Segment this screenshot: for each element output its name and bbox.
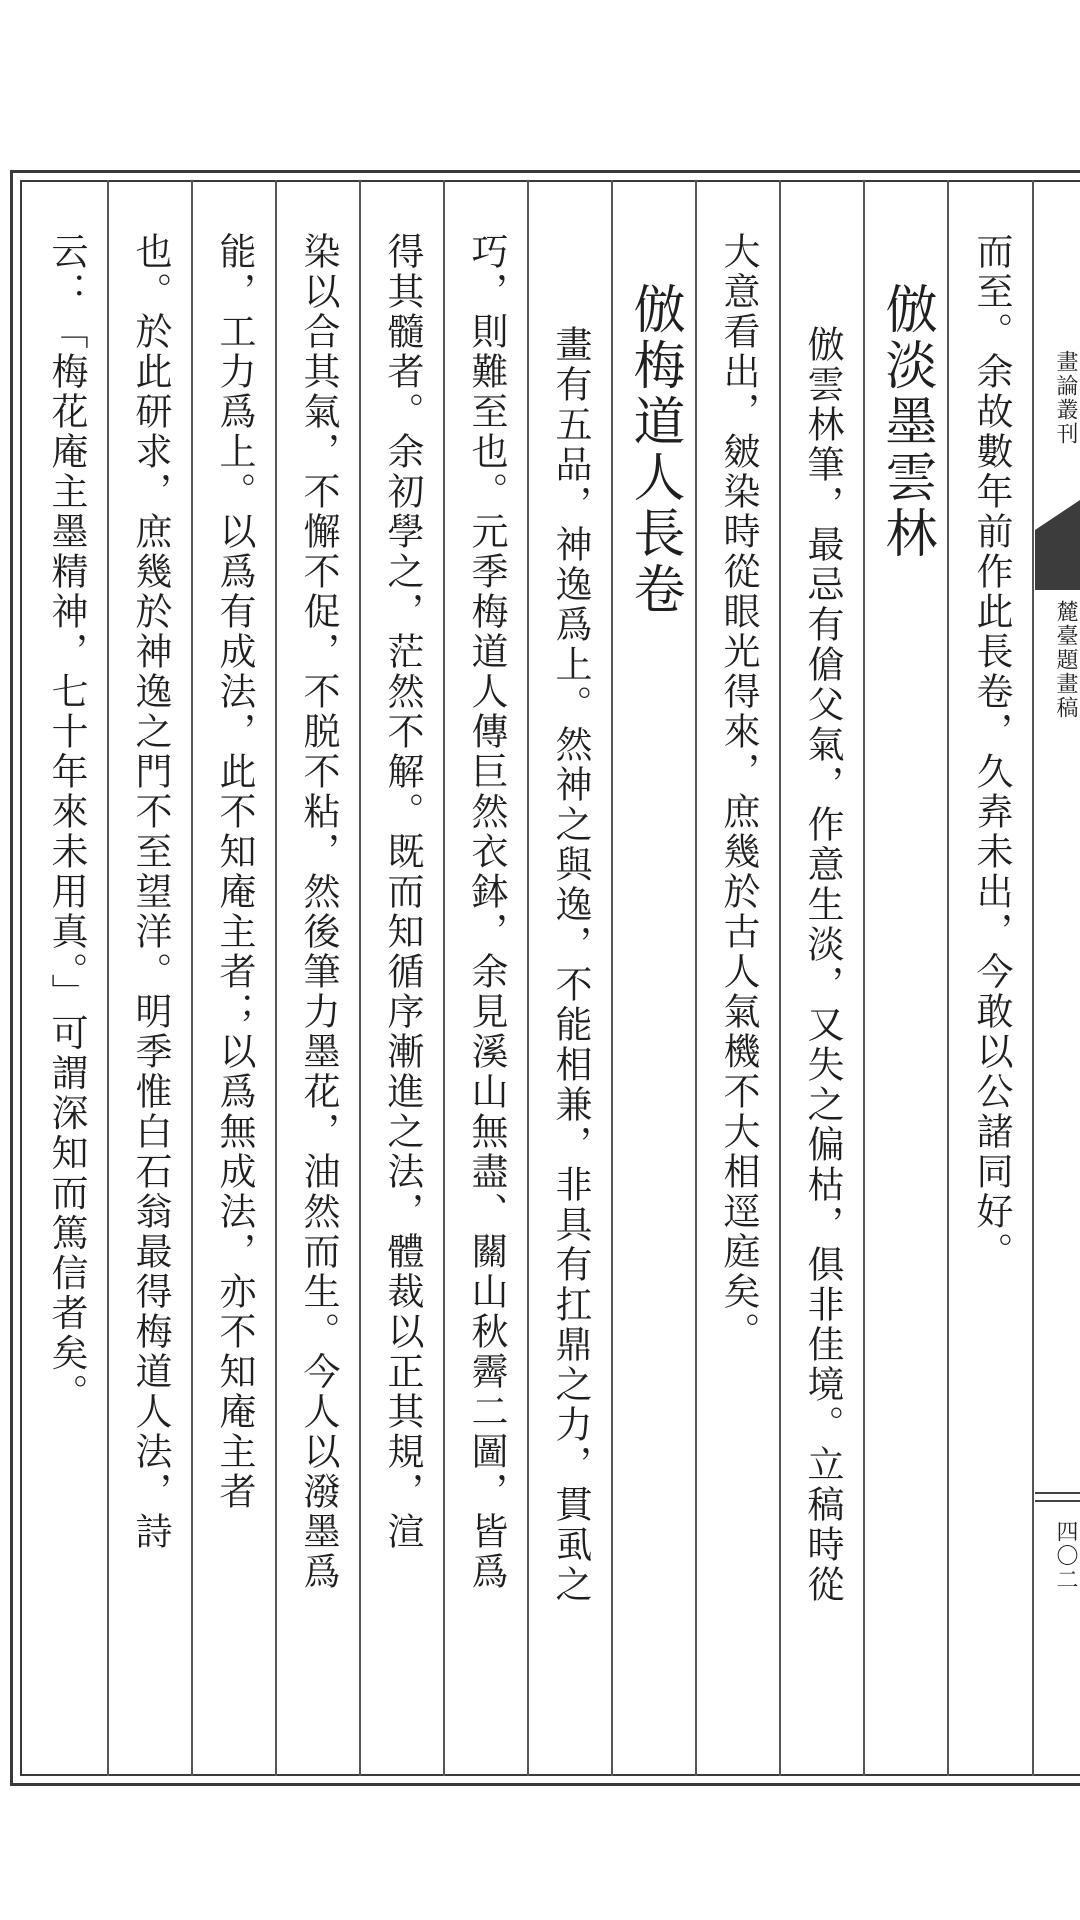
text-column <box>24 232 108 1414</box>
series-title: 畫論叢刊 <box>1053 350 1078 446</box>
text-column <box>276 232 360 1592</box>
column-text: 倣雲林筆，最忌有傖父氣，作意生淡，又失之偏枯，俱非佳境。立稿時從 <box>801 325 844 1605</box>
column-text: 巧，則難至也。元季梅道人傳巨然衣鉢，余見溪山無盡、關山秋霽二圖，皆爲 <box>465 232 508 1592</box>
column-text: 云：「梅花庵主墨精神，七十年來未用真。」可謂深知而篤信者矣。 <box>45 232 88 1414</box>
page-number-rule <box>1035 1500 1080 1502</box>
column-text: 得其髓者。余初學之，茫然不解。既而知循序漸進之法，體裁以正其規，渲 <box>381 232 424 1552</box>
text-column <box>696 232 780 1352</box>
text-column <box>444 232 528 1592</box>
section-title-column <box>864 282 948 562</box>
text-column <box>780 325 864 1605</box>
section-title: 倣淡墨雲林 <box>876 282 936 562</box>
column-text: 大意看出，皴染時從眼光得來，庶幾於古人氣機不大相逕庭矣。 <box>717 232 760 1352</box>
column-text: 畫有五品，神逸爲上。然神之與逸，不能相兼，非具有扛鼎之力，貫虱之 <box>549 325 592 1605</box>
column-text: 能，工力爲上。以爲有成法，此不知庵主者；以爲無成法，亦不知庵主者 <box>213 232 256 1512</box>
text-column <box>108 232 192 1552</box>
section-title-column <box>612 282 696 618</box>
column-text: 染以合其氣，不懈不促，不脱不粘，然後筆力墨花，油然而生。今人以潑墨爲 <box>297 232 340 1592</box>
column-text: 也。於此研求，庶幾於神逸之門不至望洋。明季惟白石翁最得梅道人法，詩 <box>129 232 172 1552</box>
text-column <box>192 232 276 1512</box>
column-text: 而至。余故數年前作此長卷，久弆未出，今敢以公諸同好。 <box>970 232 1013 1272</box>
section-title: 倣梅道人長卷 <box>624 282 684 618</box>
book-title: 麓臺題畫稿 <box>1053 600 1078 720</box>
text-column <box>528 325 612 1605</box>
page-number-rule <box>1035 1492 1080 1494</box>
text-column <box>949 232 1033 1272</box>
text-column <box>360 232 444 1552</box>
page-number: 四〇二 <box>1053 1520 1078 1592</box>
